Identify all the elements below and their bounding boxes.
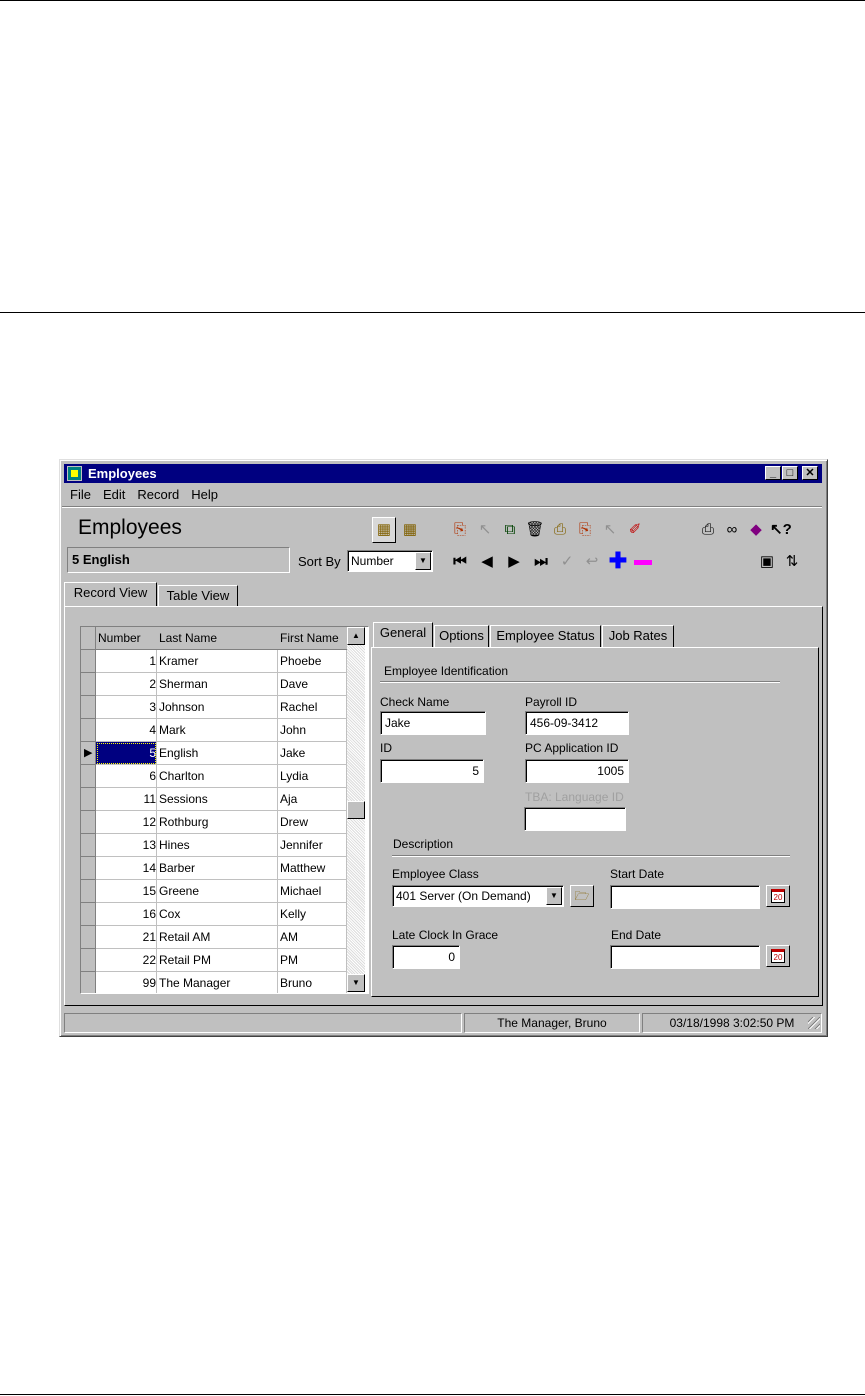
id-label: ID (380, 741, 392, 755)
tab-employee-status[interactable]: Employee Status (490, 625, 601, 647)
paste-record-icon[interactable]: ↖ (478, 521, 492, 538)
table-row[interactable] (81, 926, 347, 949)
status-datetime: 03/18/1998 3:02:50 PM (642, 1013, 822, 1033)
cell-first[interactable]: Lydia (278, 765, 347, 788)
cell-first[interactable]: PM (278, 949, 347, 972)
table-row[interactable] (81, 788, 347, 811)
next-record-icon[interactable]: ▶ (508, 553, 520, 570)
cell-number[interactable]: 3 (96, 696, 157, 719)
cell-first[interactable]: Phoebe (278, 650, 347, 673)
table-row[interactable] (81, 650, 347, 673)
cell-number[interactable]: 5 (96, 742, 157, 765)
cell-first[interactable]: Rachel (278, 696, 347, 719)
late-clock-in-grace-field[interactable]: 0 (392, 945, 460, 969)
cell-last[interactable]: Johnson (157, 696, 278, 719)
window-icon[interactable]: ▣ (759, 553, 775, 570)
identification-divider (380, 681, 780, 683)
late-clock-in-grace-label: Late Clock In Grace (392, 928, 499, 942)
sort-by-value: Number (351, 554, 394, 568)
current-row-arrow-icon: ▶ (84, 747, 93, 759)
row-selector[interactable] (81, 650, 96, 673)
cell-first[interactable]: Michael (278, 880, 347, 903)
wand-icon[interactable]: ✐ (628, 521, 642, 538)
chevron-down-icon[interactable]: ▼ (546, 887, 562, 905)
cell-first[interactable]: Drew (278, 811, 347, 834)
row-selector[interactable] (81, 765, 96, 788)
cell-last[interactable]: The Manager (157, 972, 278, 994)
column-header-number[interactable]: Number (96, 627, 159, 650)
table-row[interactable] (81, 949, 347, 972)
end-date-field[interactable] (610, 945, 760, 969)
paste-icon[interactable]: ↖ (603, 521, 617, 538)
binoculars-icon[interactable]: ∞ (726, 521, 738, 538)
bottom-page-rule (0, 1394, 865, 1395)
cell-last[interactable]: Barber (157, 857, 278, 880)
cell-number[interactable]: 16 (96, 903, 157, 926)
cell-last[interactable]: Retail AM (157, 926, 278, 949)
table-row[interactable] (81, 834, 347, 857)
menu-divider (62, 506, 822, 508)
cell-number[interactable]: 4 (96, 719, 157, 742)
cell-first[interactable]: Bruno (278, 972, 347, 994)
table-row[interactable] (81, 696, 347, 719)
copy-icon[interactable]: ⎘ (578, 521, 591, 538)
cell-first[interactable]: Aja (278, 788, 347, 811)
end-date-label: End Date (611, 928, 662, 942)
book-icon[interactable]: ◆ (750, 521, 762, 538)
tba-language-id-label: TBA: Language ID (525, 790, 624, 804)
table-row[interactable] (81, 811, 347, 834)
scroll-down-arrow-icon[interactable]: ▼ (347, 974, 365, 992)
record-view-icon[interactable]: ▦ (372, 517, 396, 543)
cell-number[interactable]: 14 (96, 857, 157, 880)
row-selector[interactable] (81, 857, 96, 880)
start-date-label: Start Date (610, 867, 665, 881)
cell-last[interactable]: English (157, 742, 278, 765)
calendar-day-label: 20 (771, 949, 785, 963)
tab-job-rates[interactable]: Job Rates (602, 625, 674, 647)
menu-edit[interactable]: Edit (102, 487, 126, 502)
employees-window (59, 459, 828, 1037)
grid-corner (81, 627, 96, 650)
cell-last[interactable]: Kramer (157, 650, 278, 673)
cell-first[interactable]: Kelly (278, 903, 347, 926)
app-icon[interactable] (67, 466, 82, 481)
previous-record-icon[interactable]: ◀ (481, 553, 493, 570)
cell-last[interactable]: Rothburg (157, 811, 278, 834)
row-selector[interactable] (81, 696, 96, 719)
window-title: Employees (88, 466, 157, 481)
status-panel-message (64, 1013, 462, 1033)
title-bar[interactable] (64, 464, 822, 483)
cell-first[interactable]: Matthew (278, 857, 347, 880)
cell-first[interactable]: Jake (278, 742, 347, 765)
tab-record-view[interactable]: Record View (64, 582, 157, 606)
table-row[interactable] (81, 857, 347, 880)
last-record-icon[interactable]: ⏭ (534, 553, 548, 570)
maximize-button[interactable]: □ (782, 466, 798, 480)
delete-record-icon[interactable] (634, 560, 652, 565)
clipboard-icon[interactable]: ⎙ (553, 521, 566, 538)
menu-help[interactable]: Help (191, 487, 219, 502)
row-selector[interactable] (81, 788, 96, 811)
column-header-first[interactable]: First Name (278, 627, 349, 650)
description-divider (392, 855, 790, 857)
cell-number[interactable]: 6 (96, 765, 157, 788)
cell-last[interactable]: Hines (157, 834, 278, 857)
resize-grip-icon[interactable] (808, 1017, 820, 1029)
menu-bar (64, 485, 224, 505)
scroll-thumb[interactable] (347, 801, 365, 819)
tab-options[interactable]: Options (434, 625, 489, 647)
row-selector[interactable] (81, 926, 96, 949)
row-selector[interactable] (81, 742, 96, 765)
column-header-last[interactable]: Last Name (157, 627, 280, 650)
end-date-calendar-icon[interactable] (766, 945, 790, 967)
cell-number[interactable]: 13 (96, 834, 157, 857)
help-pointer-icon[interactable]: ↖? (770, 521, 792, 538)
cell-first[interactable]: AM (278, 926, 347, 949)
undo-icon[interactable]: ↩ (585, 553, 599, 570)
import-icon[interactable]: ⧉ (504, 521, 516, 538)
form-title: Employees (78, 516, 182, 539)
cell-last[interactable]: Sherman (157, 673, 278, 696)
header-rule (0, 312, 865, 313)
table-view-icon[interactable]: ▦ (402, 521, 418, 538)
table-row[interactable] (81, 765, 347, 788)
id-field[interactable]: 5 (380, 759, 484, 783)
copy-record-icon[interactable]: ⎘ (453, 521, 466, 538)
cell-last[interactable]: Mark (157, 719, 278, 742)
cell-number[interactable]: 11 (96, 788, 157, 811)
cell-last[interactable]: Charlton (157, 765, 278, 788)
pc-application-id-label: PC Application ID (525, 741, 619, 755)
print-icon[interactable]: ⎙ (701, 521, 714, 538)
row-selector[interactable] (81, 811, 96, 834)
table-row[interactable] (81, 742, 347, 765)
employee-grid (80, 626, 369, 994)
table-row[interactable] (81, 719, 347, 742)
cell-number[interactable]: 1 (96, 650, 157, 673)
row-selector[interactable] (81, 972, 96, 994)
cell-number[interactable]: 12 (96, 811, 157, 834)
cell-last[interactable]: Retail PM (157, 949, 278, 972)
minimize-button[interactable]: _ (765, 466, 781, 480)
status-user: The Manager, Bruno (464, 1013, 640, 1033)
table-row[interactable] (81, 673, 347, 696)
scroll-up-arrow-icon[interactable]: ▲ (347, 627, 365, 645)
description-heading: Description (393, 837, 454, 851)
save-check-icon[interactable]: ✓ (560, 553, 574, 570)
first-record-icon[interactable]: ⏮ (453, 553, 467, 570)
chevron-down-icon[interactable]: ▼ (415, 552, 431, 570)
cell-last[interactable]: Greene (157, 880, 278, 903)
sort-by-label: Sort By (298, 554, 341, 569)
row-selector[interactable] (81, 903, 96, 926)
payroll-id-label: Payroll ID (525, 695, 578, 709)
top-page-rule (0, 0, 865, 1)
employee-identification-heading: Employee Identification (384, 664, 509, 678)
cell-last[interactable]: Cox (157, 903, 278, 926)
cell-last[interactable]: Sessions (157, 788, 278, 811)
employee-class-label: Employee Class (392, 867, 479, 881)
row-selector[interactable] (81, 949, 96, 972)
tab-general[interactable]: General (373, 622, 433, 648)
folder-open-icon[interactable]: 🗁 (570, 885, 594, 907)
cell-number[interactable]: 21 (96, 926, 157, 949)
table-row[interactable] (81, 972, 347, 994)
tab-table-view[interactable]: Table View (158, 585, 238, 607)
grid-scrollbar[interactable] (347, 627, 365, 992)
cell-number[interactable]: 2 (96, 673, 157, 696)
table-row[interactable] (81, 880, 347, 903)
employee-class-value: 401 Server (On Demand) (396, 889, 531, 903)
start-date-field[interactable] (610, 885, 760, 909)
calendar-day-label: 20 (771, 889, 785, 903)
employee-class-select[interactable] (392, 885, 564, 907)
cell-number[interactable]: 99 (96, 972, 157, 994)
sort-by-select[interactable] (347, 550, 433, 572)
payroll-id-field[interactable]: 456-09-3412 (525, 711, 629, 735)
row-selector[interactable] (81, 834, 96, 857)
check-name-field[interactable]: Jake (380, 711, 486, 735)
cell-first[interactable]: Jennifer (278, 834, 347, 857)
grid-header-row (81, 627, 347, 650)
row-selector[interactable] (81, 719, 96, 742)
cell-first[interactable]: Dave (278, 673, 347, 696)
close-button[interactable]: ✕ (802, 466, 818, 480)
row-selector[interactable] (81, 673, 96, 696)
cell-first[interactable]: John (278, 719, 347, 742)
refresh-icon[interactable]: ⇅ (785, 553, 799, 570)
check-name-label: Check Name (380, 695, 450, 709)
table-row[interactable] (81, 903, 347, 926)
start-date-calendar-icon[interactable] (766, 885, 790, 907)
trash-icon[interactable]: 🗑 (525, 521, 545, 538)
menu-record[interactable]: Record (137, 487, 180, 502)
row-selector[interactable] (81, 880, 96, 903)
pc-application-id-field[interactable]: 1005 (525, 759, 629, 783)
menu-file[interactable]: File (70, 487, 91, 502)
tba-language-id-field[interactable] (524, 807, 626, 831)
current-record-display: 5 English (67, 547, 290, 573)
cell-number[interactable]: 15 (96, 880, 157, 903)
cell-number[interactable]: 22 (96, 949, 157, 972)
add-record-icon[interactable]: ✚ (608, 548, 628, 573)
